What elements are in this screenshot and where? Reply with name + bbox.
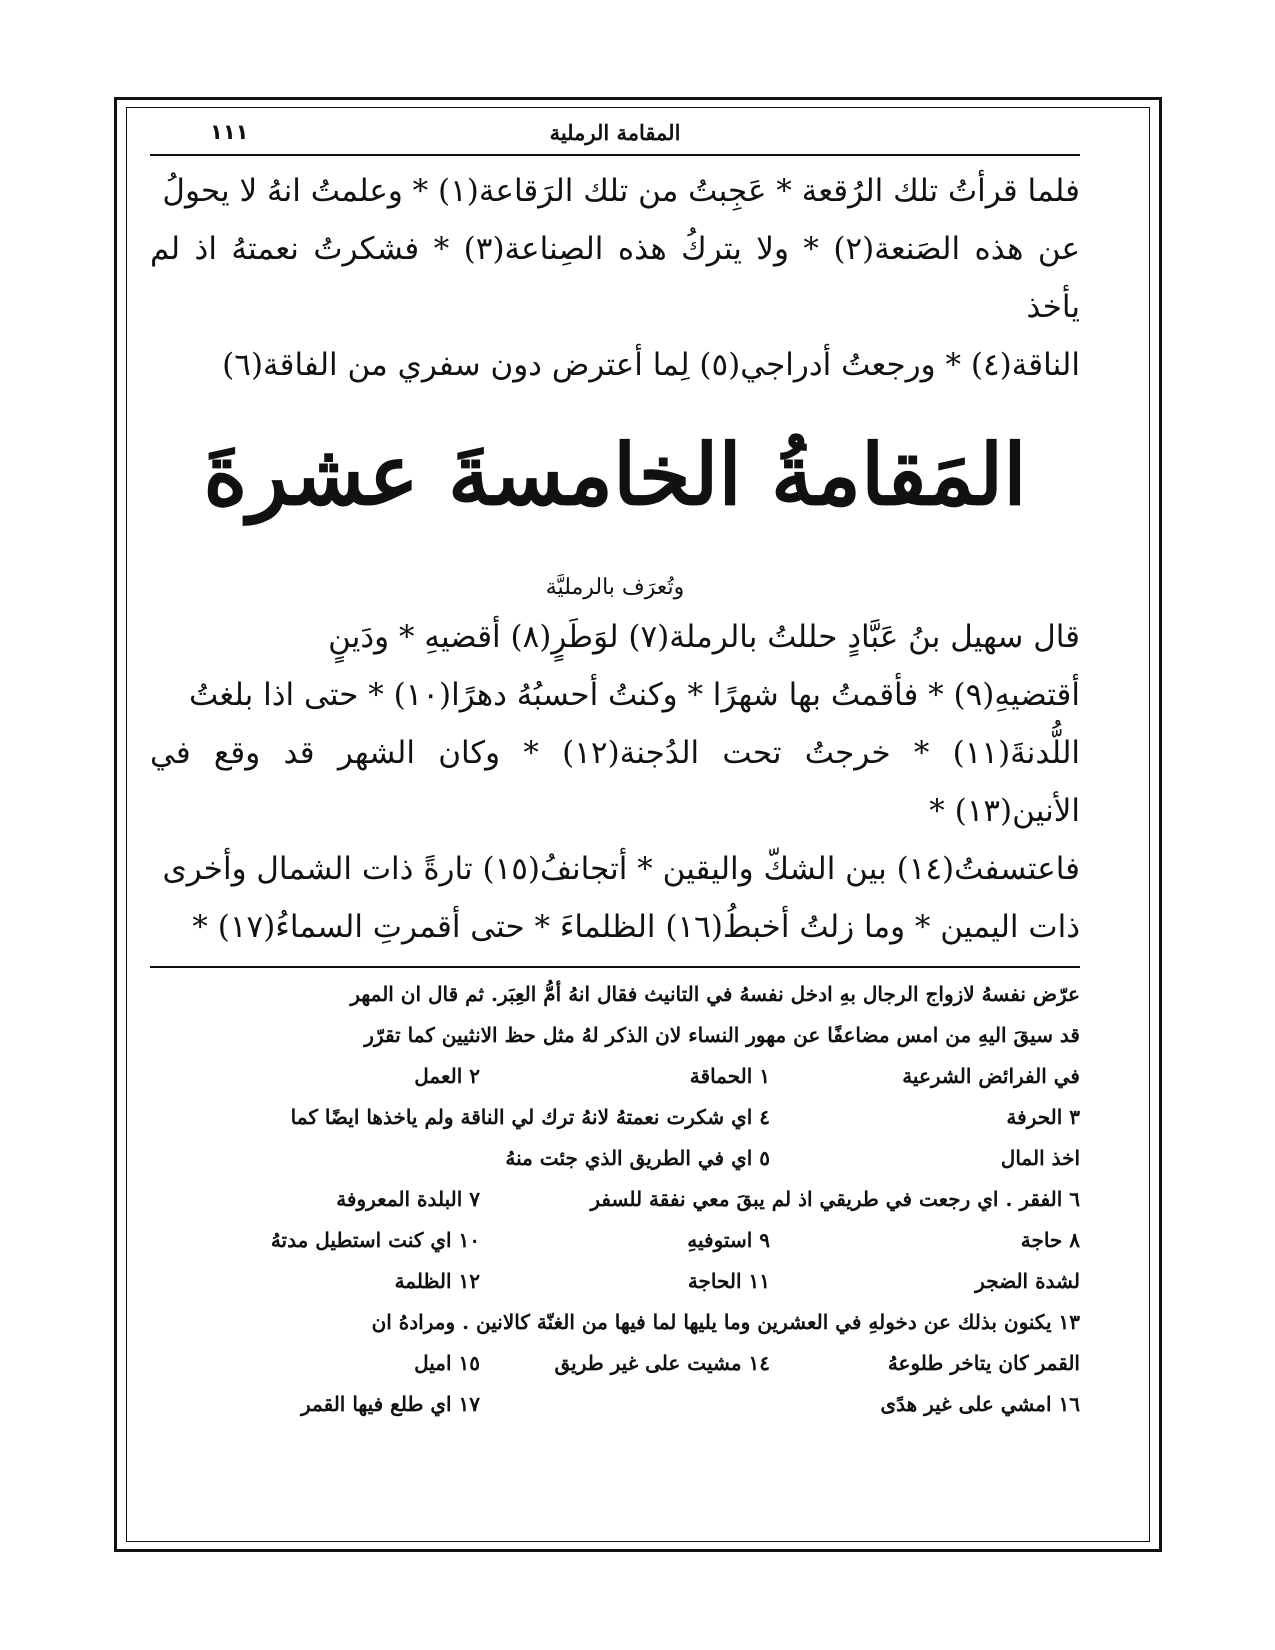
running-header — [150, 110, 1080, 154]
footnote: القمر كان يتاخر طلوعهُ — [887, 1351, 1080, 1375]
footnote: ١١ الحاجة — [687, 1269, 770, 1293]
text-line: عن هذه الصَنعة(٢) * ولا يتركُ هذه الصِناعة(٣) * فشكرتُ نعمتهُ اذ لم يأخذ — [150, 231, 1080, 325]
book-page — [150, 110, 1080, 1425]
footnote: ٤ اي شكرت نعمتهُ لانهُ ترك لي الناقة ولم ياخذها ايضًا كما — [290, 1105, 770, 1129]
text-line: ذات اليمين * وما زلتُ أخبطُ(١٦) الظلماءَ * حتى أقمرتِ السماءُ(١٧) * — [192, 909, 1080, 945]
footnote: ٩ استوفيهِ — [687, 1228, 770, 1252]
chapter-heading: المَقامةُ الخامسةَ عشرةَ — [203, 425, 1027, 524]
footnote: ٧ البلدة المعروفة — [336, 1187, 480, 1211]
footnote: ١٦ امشي على غير هدًى — [880, 1392, 1080, 1416]
footnote-line: عرّض نفسهُ لازواج الرجال بهِ ادخل نفسهُ في التانيث فقال انهُ أمُّ العِبَر. ثم قال ان المهر — [350, 982, 1080, 1006]
footnote-line: ١٣ يكنون بذلك عن دخولهِ في العشرين وما يليها لما فيها من الغنّة كالانين . ومرادهُ ان — [371, 1310, 1080, 1334]
footnote: ٢ العمل — [414, 1064, 480, 1088]
running-title: المقامة الرملية — [549, 120, 681, 145]
footnote: ١٢ الظلمة — [394, 1269, 480, 1293]
footnote: ١٤ مشيت على غير طريق — [554, 1351, 770, 1375]
footnote: اخذ المال — [1000, 1146, 1080, 1170]
text-line: فاعتسفتُ(١٤) بين الشكّ واليقين * أتجانفُ(١٥) تارةً ذات الشمال وأخرى — [162, 851, 1080, 887]
footnote: ٨ حاجة — [1020, 1228, 1080, 1252]
footnote: ٣ الحرفة — [1006, 1105, 1080, 1129]
footnote: لشدة الضجر — [975, 1269, 1080, 1293]
footnotes — [150, 974, 1080, 1425]
footnote: ٦ الفقر . اي رجعت في طريقي اذ لم يبقَ معي نفقة للسفر — [590, 1187, 1080, 1211]
footnote: ١٧ اي طلع فيها القمر — [300, 1392, 480, 1416]
text-line: فلما قرأتُ تلك الرُقعة * عَجِبتُ من تلك الرَقاعة(١) * وعلمتُ انهُ لا يحولُ — [162, 173, 1080, 209]
footnote: ٥ اي في الطريق الذي جئت منهُ — [505, 1146, 770, 1170]
chapter-subheading: وتُعرَف بالرمليَّة — [545, 575, 685, 600]
footnote-rule — [150, 966, 1080, 968]
footnote: في الفرائض الشرعية — [902, 1064, 1080, 1088]
chapter-body — [150, 608, 1080, 956]
footnote-line: قد سيقَ اليهِ من امس مضاعفًا عن مهور النساء لان الذكر لهُ مثل حظ الانثيين كما تقرّر — [364, 1023, 1080, 1047]
intro-paragraph — [150, 162, 1080, 394]
text-line: اللُّدنةَ(١١) * خرجتُ تحت الدُجنة(١٢) * وكان الشهر قد وقع في الأنين(١٣) * — [150, 735, 1080, 829]
text-line: قال سهيل بنُ عَبَّادٍ حللتُ بالرملة(٧) لوَطَرٍ(٨) أقضيهِ * ودَينٍ — [328, 619, 1080, 655]
text-line: أقتضيهِ(٩) * فأقمتُ بها شهرًا * وكنتُ أحسبُهُ دهرًا(١٠) * حتى اذا بلغتُ — [188, 677, 1080, 713]
footnote: ١٠ اي كنت استطيل مدتهُ — [270, 1228, 480, 1252]
text-line: الناقة(٤) * ورجعتُ أدراجي(٥) لِما أعترض دون سفري من الفاقة(٦) — [222, 347, 1080, 383]
page-number: ١١١ — [210, 120, 249, 144]
footnote: ١٥ اميل — [414, 1351, 480, 1375]
footnote: ١ الحماقة — [689, 1064, 770, 1088]
header-rule — [150, 154, 1080, 156]
